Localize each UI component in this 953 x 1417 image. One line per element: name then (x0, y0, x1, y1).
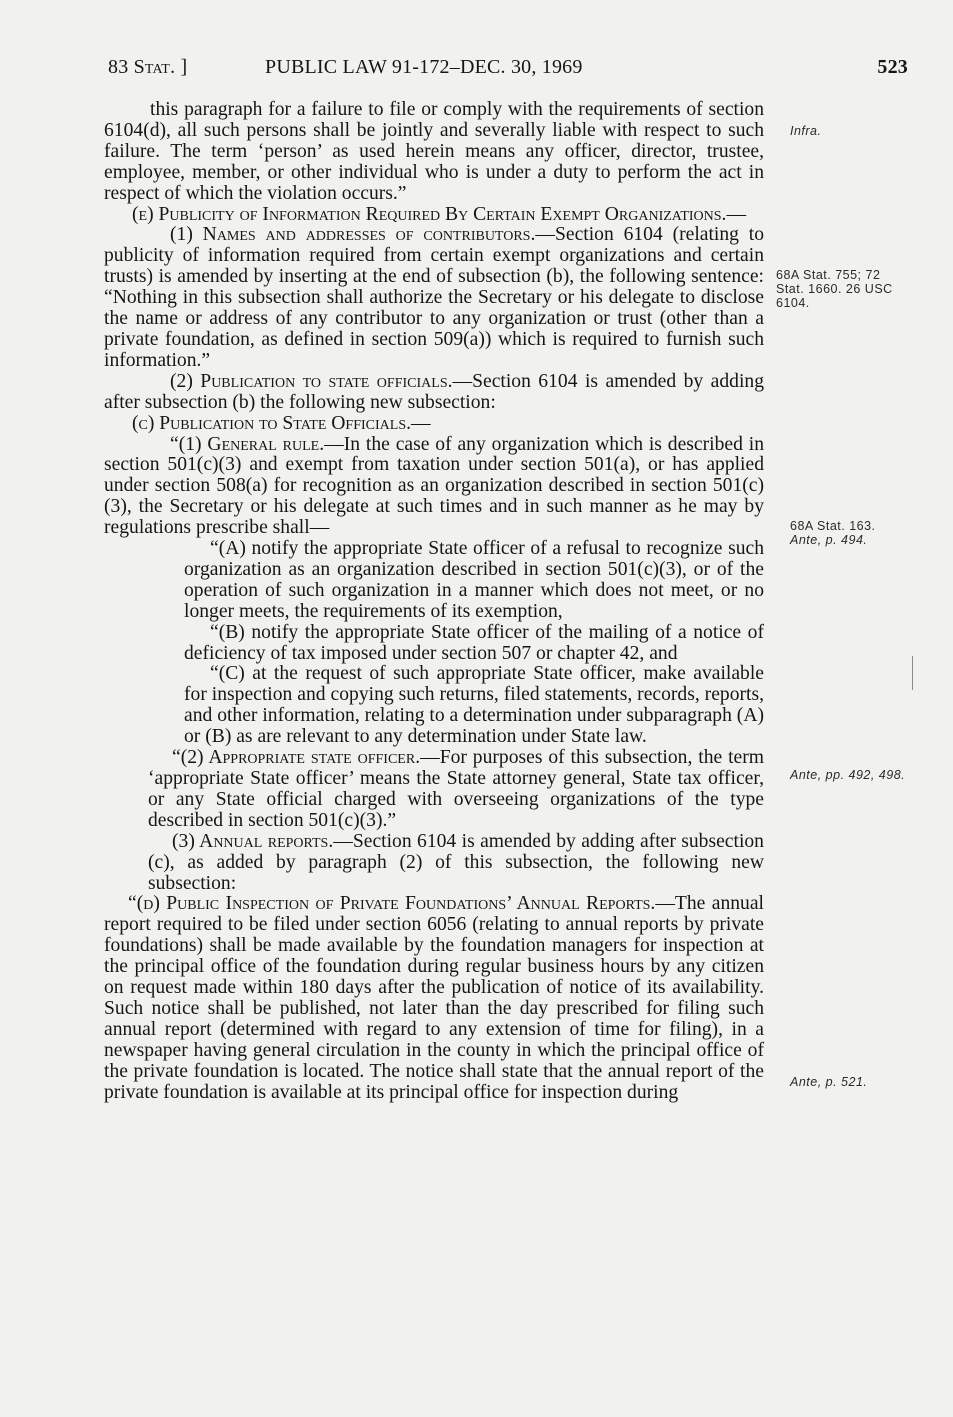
volume-citation: 83 Stat. ] (108, 56, 188, 78)
paragraph-e2-heading: (2) Publication to state officials. (170, 370, 453, 392)
page-header (108, 56, 908, 82)
running-title: PUBLIC LAW 91-172–DEC. 30, 1969 (265, 56, 583, 78)
subsection-d (104, 894, 764, 1103)
paragraph-e1 (104, 225, 764, 371)
subparagraph-a: “(A) notify the appropriate State officer of a refusal to recognize such organization as an organization described in section 501(c)(3), or of the operation of such organization in a manner which does not meet, or no longer meets, the requirements of its exemption, (184, 538, 764, 622)
subsection-d-text: —The annual report required to be filed under section 6056 (relating to annual reports by private foundations) shall be made available by the foundation managers for inspection at the principal office of the foundation during regular business hours by any citizen on request made within 180 days after the publication of notice of its availability. Such notice shall be published, not later than the day prescribed for filing such annual report (determined with regard to any extension of time for filing), in a newspaper having general circulation in the county in which the principal office of the private foundation is located. The notice shall state that the annual report of the private foundation is available at its principal office for inspection during (104, 893, 764, 1103)
paragraph-c1 (104, 435, 764, 540)
paragraph-e2 (104, 372, 764, 414)
paragraph-c2-text: —For purposes of this subsection, the term ‘appropriate State officer’ means the State attorney general, State tax officer, or any State official charged with overseeing organizations of the type described in section 501(c)(3).” (148, 747, 764, 831)
subsection-e-title: (e) Publicity of Information Required By Certain Exempt Organizations.— (132, 203, 747, 225)
paragraph-e3-heading: (3) Annual reports. (172, 830, 334, 852)
paragraph-e3-text: —Section 6104 is amended by adding after subsection (c), as added by paragraph (2) of this subsection, the following new subsection: (148, 830, 764, 894)
margin-note-citation-4: Ante, p. 521. (790, 1075, 868, 1089)
paragraph-continuation: this paragraph for a failure to file or comply with the requirements of section 6104(d), all such persons shall be jointly and severally liable with respect to such failure. The term ‘person’ as used herein means any officer, director, trustee, employee, member, or other individual who is under a duty to perform the act in respect of which the violation occurs.” (104, 99, 764, 204)
margin-note-citation-3: Ante, pp. 492, 498. (790, 768, 906, 782)
paragraph-e2-text: —Section 6104 is amended by adding after subsection (b) the following new subsection: (104, 370, 764, 413)
subparagraph-b: “(B) notify the appropriate State officer of the mailing of a notice of deficiency of tax imposed under section 507 or chapter 42, and (184, 621, 764, 664)
statute-text (104, 100, 764, 1104)
paragraph-e1-heading: (1) Names and addresses of contributors. (170, 224, 536, 246)
subsection-c-heading (104, 414, 764, 435)
paragraph-e1-text: —Section 6104 (relating to publicity of information required from certain exempt organizations and certain trusts) is amended by inserting at the end of subsection (b), the following sentence: “Nothing in this subsection shall authorize the Secretary or his delegate to disclose the name or address of any contributor to any organization or trust (other than a private foundation, as defined in section 509(a)) which is required to furnish such information.” (104, 224, 765, 371)
margin-note-citation-2 (790, 519, 920, 547)
subsection-d-heading: “(d) Public Inspection of Private Foundations’ Annual Reports. (128, 893, 656, 915)
page-number: 523 (877, 56, 908, 78)
margin-note-infra: Infra. (790, 124, 822, 138)
paragraph-c1-heading: “(1) General rule. (170, 433, 325, 455)
subsection-e-heading (104, 205, 764, 226)
subsection-c-title: (c) Publication to State Officials.— (132, 412, 431, 434)
scan-margin-mark (912, 656, 913, 690)
margin-note-citation-2-line-2: Ante, p. 494. (790, 533, 868, 547)
margin-note-citation-2-line-1: 68A Stat. 163. (790, 519, 876, 533)
paragraph-c1-text: —In the case of any organization which is described in section 501(c)(3) and exempt from taxation under section 501(a), or has applied under section 508(a) for recognition as an organization described in section 501(c)(3), the Secretary or his delegate at such times and in such manner as he may by regulations prescribe shall— (104, 433, 764, 539)
paragraph-e3 (104, 832, 764, 895)
paragraph-c2 (104, 748, 764, 832)
paragraph-c2-heading: “(2) Appropriate state officer. (172, 747, 421, 769)
margin-note-citation-1: 68A Stat. 755; 72 Stat. 1660. 26 USC 6104. (776, 268, 893, 310)
subparagraph-c: “(C) at the request of such appropriate State officer, make available for inspection and copying such returns, filed statements, records, reports, and other information, relating to a determination under subparagraph (A) or (B) as are relevant to any determination under State law. (184, 663, 764, 748)
